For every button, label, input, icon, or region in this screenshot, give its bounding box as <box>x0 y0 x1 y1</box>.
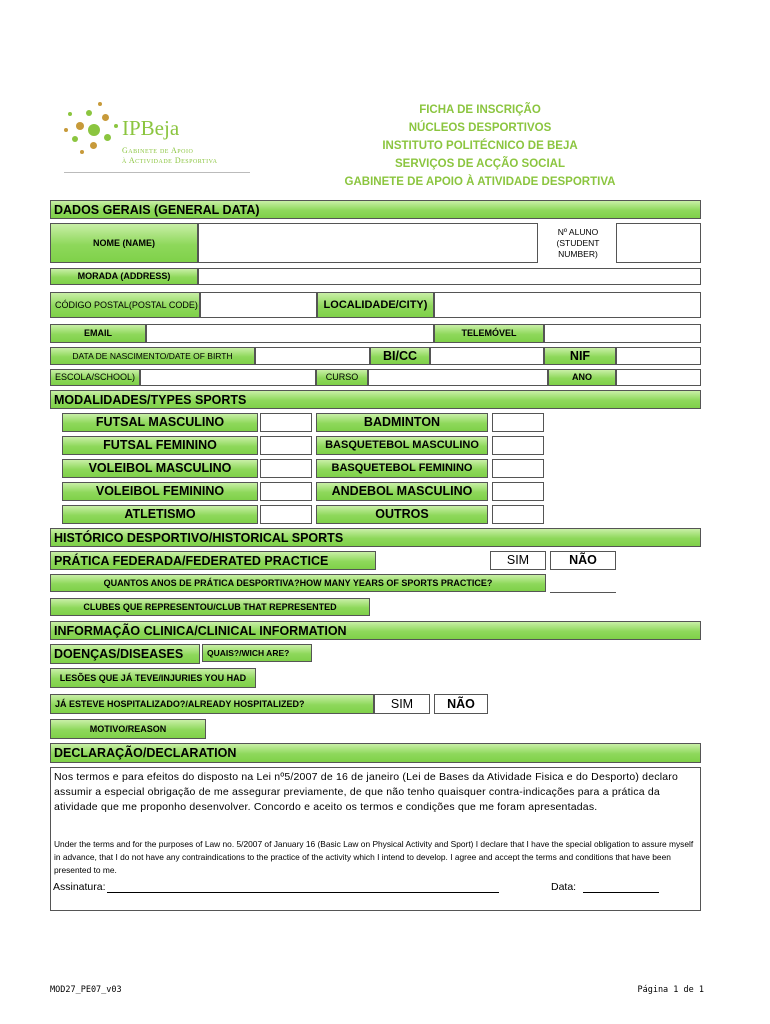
nif-field[interactable] <box>616 347 701 365</box>
sport-volley-f-label: VOLEIBOL FEMININO <box>62 482 258 501</box>
years-practice-field[interactable] <box>550 575 616 593</box>
sport-athletics-label: ATLETISMO <box>62 505 258 524</box>
federated-no-option[interactable]: NÃO <box>550 551 616 570</box>
city-field[interactable] <box>434 292 701 318</box>
section-clinical: INFORMAÇÃO CLINICA/CLINICAL INFORMATION <box>50 621 701 640</box>
clubs-label: CLUBES QUE REPRESENTOU/CLUB THAT REPRESENTED <box>50 598 370 616</box>
sport-futsal-f-label: FUTSAL FEMININO <box>62 436 258 455</box>
sport-basket-f-checkbox[interactable] <box>492 459 544 478</box>
city-label: LOCALIDADE/CITY) <box>317 292 434 318</box>
address-label: MORADA (ADDRESS) <box>50 268 198 285</box>
year-label: ANO <box>548 369 616 386</box>
sport-volley-m-label: VOLEIBOL MASCULINO <box>62 459 258 478</box>
course-field[interactable] <box>368 369 548 386</box>
hospitalized-no-option[interactable]: NÃO <box>434 694 488 714</box>
postal-code-field[interactable] <box>200 292 317 318</box>
sport-basket-m-checkbox[interactable] <box>492 436 544 455</box>
header-title-2: NÚCLEOS DESPORTIVOS <box>408 122 552 134</box>
declaration-text-pt: Nos termos e para efeitos do disposto na Lei nº5/2007 de 16 de janeiro (Lei de Bases da Atividade Fisica e do Desporto) declaro assumir a especial obrigação de me assegurar previamente, de que não tenho quaisquer contra-indicações para a prática da atividade que me proponho desenvolver. Concordo e aceito os termos e condições que me foram apresentadas. <box>54 771 679 813</box>
sport-handball-m-checkbox[interactable] <box>492 482 544 501</box>
email-label: EMAIL <box>50 324 146 343</box>
sport-athletics-checkbox[interactable] <box>260 505 312 524</box>
email-field[interactable] <box>146 324 434 343</box>
section-general-data: DADOS GERAIS (GENERAL DATA) <box>50 200 701 219</box>
sport-handball-m-label: ANDEBOL MASCULINO <box>316 482 488 501</box>
declaration-text-en: Under the terms and for the purposes of Law no. 5/2007 of January 16 (Basic Law on Physical Activity and Sport) I declare that I have the special obligation to assure myself in advance, that I do not have any contraindications to the practice of the activity which I intend to develop. I agree and accept the terms and conditions that have been presented to me. <box>54 839 694 875</box>
sport-others-label: OUTROS <box>316 505 488 524</box>
reason-label: MOTIVO/REASON <box>50 719 206 739</box>
date-field[interactable] <box>583 892 659 893</box>
federated-practice-label: PRÁTICA FEDERADA/FEDERATED PRACTICE <box>50 551 376 570</box>
sport-badminton-label: BADMINTON <box>316 413 488 432</box>
id-card-label: BI/CC <box>370 347 430 365</box>
birth-date-label: DATA DE NASCIMENTO/DATE OF BIRTH <box>50 347 255 365</box>
sport-badminton-checkbox[interactable] <box>492 413 544 432</box>
birth-date-field[interactable] <box>255 347 370 365</box>
sport-basket-f-label: BASQUETEBOL FEMININO <box>316 459 488 478</box>
student-number-label: Nº ALUNO (STUDENT NUMBER) <box>556 226 600 259</box>
diseases-which-label: QUAIS?/WICH ARE? <box>202 644 312 662</box>
phone-label: TELEMÓVEL <box>434 324 544 343</box>
date-label: Data: <box>551 881 577 893</box>
injuries-label: LESÕES QUE JÁ TEVE/INJURIES YOU HAD <box>50 668 256 688</box>
federated-yes-option[interactable]: SIM <box>490 551 546 570</box>
header-title-3: INSTITUTO POLITÉCNICO DE BEJA <box>382 140 578 152</box>
signature-label: Assinatura: <box>53 881 106 893</box>
signature-field[interactable] <box>107 892 499 893</box>
phone-field[interactable] <box>544 324 701 343</box>
course-label: CURSO <box>316 369 368 386</box>
logo-mark-icon <box>62 100 122 160</box>
sport-futsal-f-checkbox[interactable] <box>260 436 312 455</box>
sport-volley-f-checkbox[interactable] <box>260 482 312 501</box>
name-label: NOME (NAME) <box>50 223 198 263</box>
footer-code: MOD27_PE07_v03 <box>50 985 122 995</box>
hospitalized-label: JÁ ESTEVE HOSPITALIZADO?/ALREADY HOSPITALIZED? <box>50 694 374 714</box>
declaration-box <box>50 767 701 911</box>
postal-code-label: CÓDIGO POSTAL(POSTAL CODE) <box>50 292 200 318</box>
years-practice-label: QUANTOS ANOS DE PRÁTICA DESPORTIVA?HOW MANY YEARS OF SPORTS PRACTICE? <box>50 574 546 592</box>
logo-sub1: Gabinete de Apoio <box>122 146 194 155</box>
id-card-field[interactable] <box>430 347 544 365</box>
sport-futsal-m-checkbox[interactable] <box>260 413 312 432</box>
address-field[interactable] <box>198 268 701 285</box>
logo-sub2: à Actividade Desportiva <box>122 156 218 165</box>
logo <box>62 100 252 175</box>
school-label: ESCOLA/SCHOOL) <box>50 369 140 386</box>
diseases-label: DOENÇAS/DISEASES <box>50 644 200 664</box>
header-title-1: FICHA DE INSCRIÇÃO <box>419 104 541 116</box>
logo-name: IPBeja <box>122 116 180 140</box>
header-title-4: SERVIÇOS DE ACÇÃO SOCIAL <box>395 158 565 170</box>
section-history: HISTÓRICO DESPORTIVO/HISTORICAL SPORTS <box>50 528 701 547</box>
name-field[interactable] <box>198 223 538 263</box>
sport-others-checkbox[interactable] <box>492 505 544 524</box>
school-field[interactable] <box>140 369 316 386</box>
hospitalized-yes-option[interactable]: SIM <box>374 694 430 714</box>
header-title-5: GABINETE DE APOIO À ATIVIDADE DESPORTIVA <box>344 176 616 188</box>
sport-futsal-m-label: FUTSAL MASCULINO <box>62 413 258 432</box>
student-number-field[interactable] <box>616 223 701 263</box>
sport-volley-m-checkbox[interactable] <box>260 459 312 478</box>
nif-label: NIF <box>544 347 616 365</box>
section-declaration: DECLARAÇÃO/DECLARATION <box>50 743 701 763</box>
sport-basket-m-label: BASQUETEBOL MASCULINO <box>316 436 488 455</box>
footer-page: Página 1 de 1 <box>637 985 704 995</box>
year-field[interactable] <box>616 369 701 386</box>
section-sports: MODALIDADES/TYPES SPORTS <box>50 390 701 409</box>
